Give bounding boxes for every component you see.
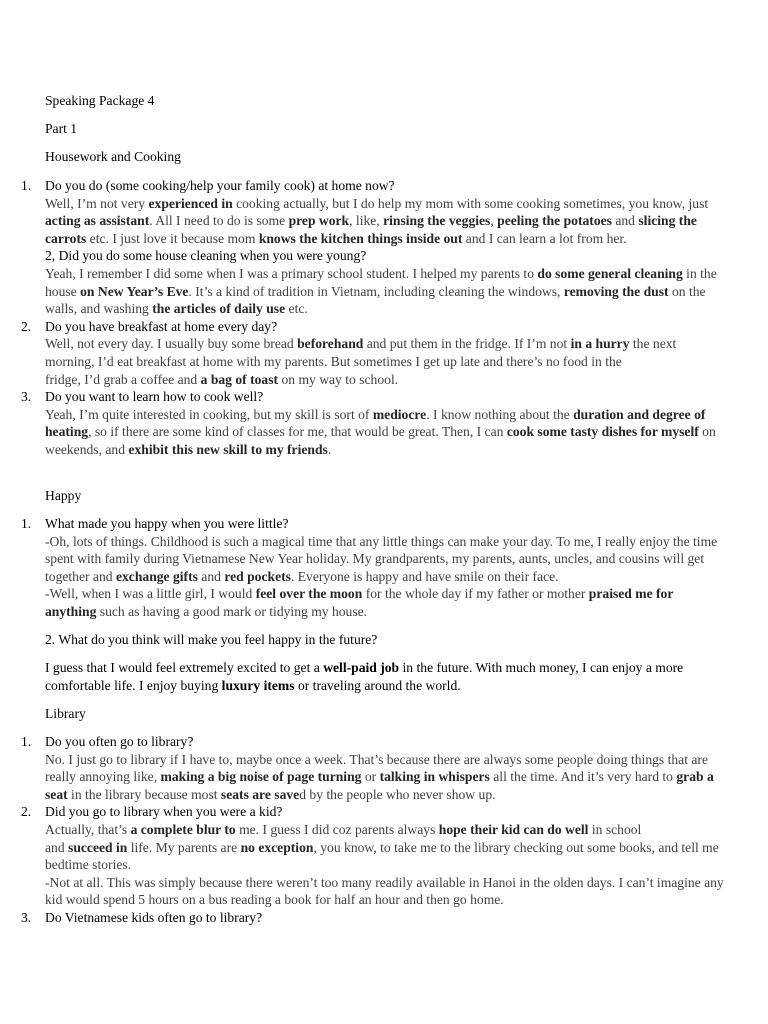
question-item (21, 803, 725, 909)
answer-fragment: . It’s a kind of tradition in Vietnam, including cleaning the windows, (188, 283, 564, 299)
happy-q2-wrap (45, 631, 725, 649)
key-phrase: feel over the moon (255, 586, 363, 602)
question-text: Do you do (some cooking/help your family cook) at home now? (45, 178, 395, 193)
answer-fragment: me. I guess I did coz parents always (235, 821, 439, 837)
section-heading-library: Library (45, 706, 86, 721)
key-phrase: red pockets (224, 568, 291, 584)
question-number: 3. (21, 389, 32, 405)
question-item (21, 515, 725, 621)
answer-fragment: such as having a good mark or tidying my house. (96, 603, 368, 619)
question-item (21, 177, 725, 318)
answer-text (45, 659, 725, 694)
answer-fragment: in the future. With much money, I can enjoy a more comfortable life. I enjoy buying (45, 660, 684, 693)
key-phrase: hope their kid can do well (438, 821, 589, 837)
answer-fragment: cooking actually, but I do help my mom with some cooking sometimes, you know, just (232, 195, 709, 211)
key-phrase: peeling the potatoes (497, 213, 612, 229)
answer-fragment: or (361, 769, 380, 785)
key-phrase: cook some tasty dishes for myself (506, 424, 699, 440)
key-phrase: well-paid job (323, 660, 400, 675)
answer-text (45, 533, 725, 621)
question-number: 2. (21, 804, 32, 820)
answer-fragment: in school (588, 821, 642, 837)
answer-text (45, 821, 725, 909)
key-phrase: talking in whispers (379, 769, 490, 785)
key-phrase: beforehand (297, 336, 364, 352)
question-text: Do you want to learn how to cook well? (45, 389, 264, 405)
key-phrase: slicing the carrots (45, 213, 697, 246)
answer-fragment: etc. I just love it because mom (86, 230, 259, 246)
answer-fragment: on my way to school. (278, 371, 399, 387)
library-heading-wrap (45, 705, 725, 723)
key-phrase: experienced in (148, 195, 233, 211)
question-text: Do you have breakfast at home every day? (45, 318, 278, 334)
key-phrase: praised me for anything (45, 586, 674, 619)
key-phrase: a complete blur to (130, 821, 236, 837)
answer-fragment: Yeah, I remember I did some when I was a primary school student. I helped my parents to (45, 265, 538, 281)
question-text: Did you go to library when you were a kid? (45, 804, 283, 820)
key-phrase: removing the dust (563, 283, 669, 299)
key-phrase: duration and degree of heating (45, 406, 706, 440)
answer-fragment: , so if there are some kind of classes for me, that would be great. Then, I can (88, 424, 507, 440)
answer-fragment: . I know nothing about the (426, 406, 574, 422)
key-phrase: the articles of daily use (152, 301, 286, 317)
key-phrase: mediocre (372, 406, 427, 422)
answer-fragment: etc. (285, 301, 308, 317)
key-phrase: exhibit this new skill to my friends (128, 441, 328, 457)
question-item (21, 733, 725, 803)
answer-fragment: the next morning, I’d eat breakfast at home with my parents. But sometimes I get up late and there’s no food in the (45, 336, 677, 369)
answer-text (45, 195, 725, 248)
question-number: 2. (21, 318, 32, 334)
question-number: 1. (21, 734, 32, 749)
question-text: Do you often go to library? (45, 734, 194, 749)
answer-fragment: , (490, 213, 498, 229)
answer-fragment: on weekends, and (45, 424, 716, 457)
answer-fragment: Well, not every day. I usually buy some bread (45, 336, 298, 352)
answer-fragment: on the walls, and washing (45, 283, 706, 317)
topic-heading-wrap (45, 148, 725, 166)
question-number: 1. (21, 178, 32, 193)
answer-text (45, 406, 725, 459)
part-heading-wrap (45, 120, 725, 138)
answer-fragment: fridge, I’d grab a coffee and (45, 371, 201, 387)
answer-fragment: and put them in the fridge. If I’m not (363, 336, 571, 352)
key-phrase: in a hurry (570, 336, 630, 352)
answer-fragment: or traveling around the world. (294, 677, 461, 693)
answer-fragment: all the time. And it’s very hard to (489, 769, 677, 785)
housework-list (21, 177, 725, 459)
question-item (21, 909, 725, 927)
question-number: 1. (21, 516, 32, 531)
key-phrase: knows the kitchen things inside out (258, 230, 463, 246)
question-number: 3. (21, 909, 32, 925)
happy-heading-wrap (45, 487, 725, 505)
question-text: 2. What do you think will make you feel happy in the future? (45, 632, 378, 647)
question-item (21, 318, 725, 388)
answer-fragment: Actually, that’s (45, 821, 131, 837)
answer-fragment: and I can learn a lot from her. (462, 230, 627, 246)
key-phrase: prep work (288, 213, 350, 229)
key-phrase: seats are save (220, 786, 300, 802)
question-item (21, 388, 725, 458)
answer-fragment: for the whole day if my father or mother (362, 586, 589, 602)
answer-fragment: Yeah, I’m quite interested in cooking, but my skill is sort of (45, 406, 373, 422)
answer-fragment: in the house (45, 265, 717, 299)
library-list (21, 733, 725, 927)
answer-fragment: . Everyone is happy and have smile on their face. (290, 568, 559, 584)
key-phrase: rinsing the veggies (383, 213, 491, 229)
answer-fragment: Well, I’m not very (45, 195, 149, 211)
topic-heading: Housework and Cooking (45, 149, 181, 164)
key-phrase: a bag of toast (200, 371, 279, 387)
key-phrase: grab a seat (45, 769, 714, 802)
key-phrase: on New Year’s Eve (80, 283, 189, 299)
answer-fragment: No. I just go to library if I have to, maybe once a week. That’s because there are always some people doing things that are really annoying like, (45, 751, 708, 785)
happy-list (21, 515, 725, 621)
answer-text (45, 335, 725, 388)
sub-answer-text (45, 265, 725, 318)
key-phrase: do some general cleaning (537, 265, 683, 281)
answer-fragment: . All I need to do is some (149, 213, 289, 229)
key-phrase: making a big noise of page turning (160, 769, 362, 785)
answer-fragment: . (327, 441, 332, 457)
answer-fragment: and (611, 213, 639, 229)
answer-fragment: I guess that I would feel extremely excited to get a (45, 660, 324, 675)
answer-fragment: and (45, 839, 69, 855)
sub-question-text: 2, Did you do some house cleaning when you were young? (45, 248, 367, 264)
key-phrase: no exception (240, 839, 314, 855)
answer-fragment: life. My parents are (127, 839, 241, 855)
happy-a2-wrap (45, 659, 725, 694)
section-heading-happy: Happy (45, 488, 82, 503)
key-phrase: succeed in (68, 839, 128, 855)
answer-fragment: , you know, to take me to the library checking out some books, and tell me bedtime stories. (45, 839, 719, 873)
answer-fragment: in the library because most (67, 786, 221, 802)
answer-fragment: and (197, 568, 225, 584)
answer-fragment: -Oh, lots of things. Childhood is such a magical time that any little things can make your day. To me, I really enjoy the time spent with family during Vietnamese New Year holiday. My grandparents, my parents, aunts, uncles, and cousins will get together and (45, 533, 718, 584)
key-phrase: acting as assistant (45, 213, 150, 229)
key-phrase: exchange gifts (115, 568, 198, 584)
package-title: Speaking Package 4 (45, 93, 155, 108)
part-heading: Part 1 (45, 121, 78, 136)
question-text: Do Vietnamese kids often go to library? (45, 909, 263, 925)
answer-text (45, 751, 725, 804)
question-text: What made you happy when you were little? (45, 516, 289, 531)
key-phrase: luxury items (221, 677, 295, 693)
answer-fragment: , like, (349, 213, 384, 229)
answer-fragment: -Not at all. This was simply because there weren’t too many readily available in Hanoi in the olden days. I can’t imagine any kid would spend 5 hours on a bus reading a book for half an hour and then go home. (45, 874, 724, 908)
doc-title (45, 92, 725, 110)
answer-fragment: d by the people who never show up. (299, 786, 496, 802)
answer-fragment: -Well, when I was a little girl, I would (45, 586, 256, 602)
